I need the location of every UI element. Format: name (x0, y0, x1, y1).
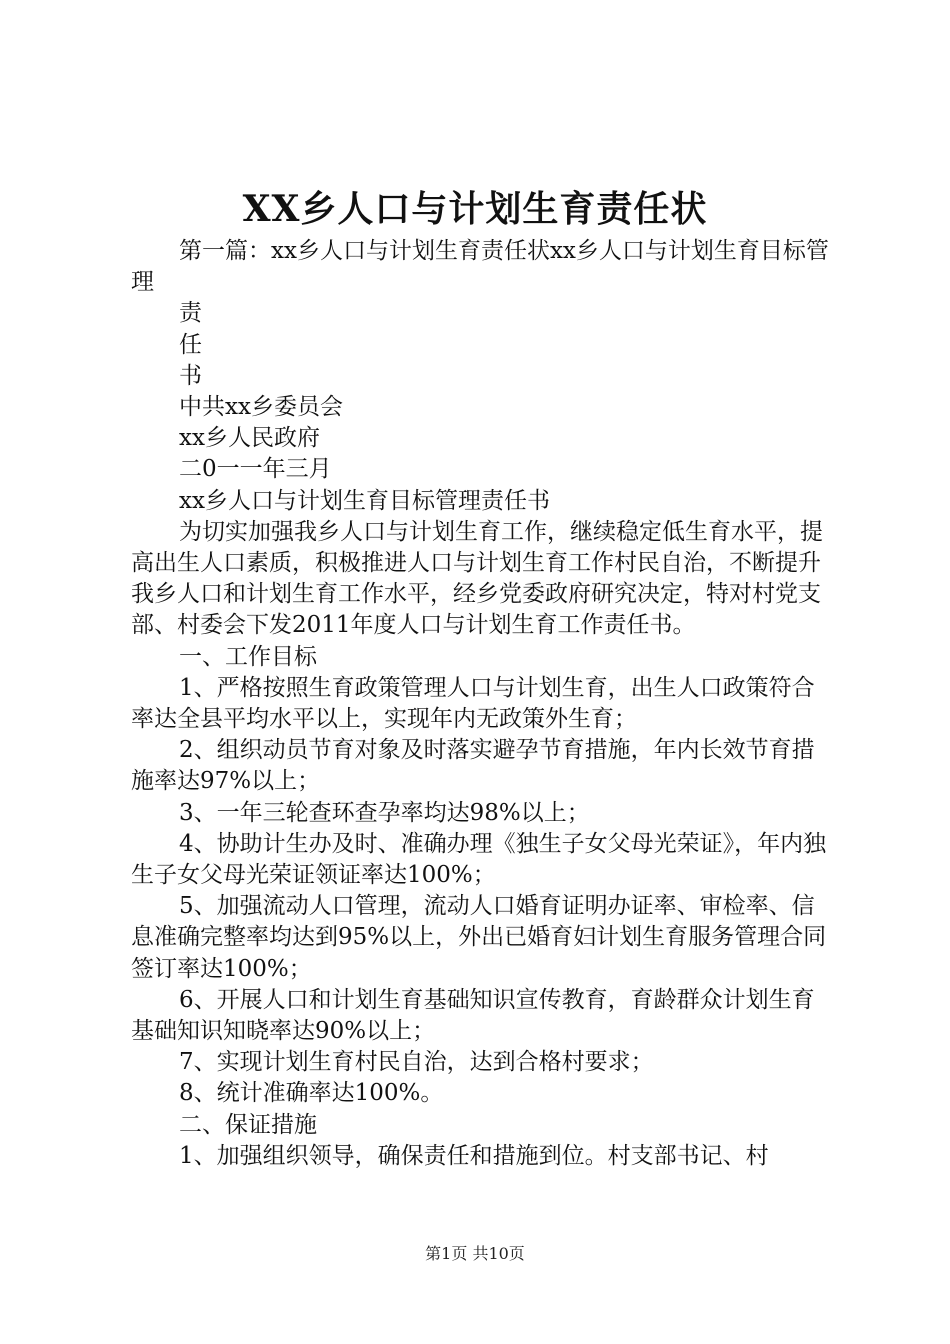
paragraph: 6、开展人口和计划生育基础知识宣传教育，育龄群众计划生育基础知识知晓率达90%以上； (131, 986, 815, 1045)
paragraph: 8、统计准确率达100%。 (179, 1080, 444, 1107)
paragraph: 责 (179, 300, 202, 327)
paragraph: 5、加强流动人口管理，流动人口婚育证明办证率、审检率、信息准确完整率均达到95%以上，外出已婚育妇计划生育服务管理合同签订率达100%； (131, 893, 827, 982)
paragraph: 书 (179, 362, 202, 389)
section-heading: 一、工作目标 (179, 643, 317, 670)
section-heading: 二、保证措施 (179, 1111, 317, 1138)
paragraph: xx乡人口与计划生育目标管理责任书 (179, 487, 550, 514)
paragraph: 4、协助计生办及时、准确办理《独生子女父母光荣证》，年内独生子女父母光荣证领证率达100%； (131, 830, 827, 889)
document-body (131, 236, 831, 1172)
paragraph: 第一篇：xx乡人口与计划生育责任状xx乡人口与计划生育目标管理 (131, 238, 829, 296)
paragraph: 2、组织动员节育对象及时落实避孕节育措施，年内长效节育措施率达97%以上； (131, 737, 815, 795)
page-number-footer: 第1页 共10页 (425, 1244, 525, 1263)
paragraph: 1、严格按照生育政策管理人口与计划生育，出生人口政策符合率达全县平均水平以上，实现年内无政策外生育； (131, 674, 815, 733)
paragraph: xx乡人民政府 (179, 425, 320, 452)
paragraph: 中共xx乡委员会 (179, 394, 343, 421)
paragraph: 1、加强组织领导，确保责任和措施到位。村支部书记、村 (179, 1142, 769, 1169)
paragraph: 7、实现计划生育村民自治，达到合格村要求； (179, 1049, 654, 1076)
paragraph: 为切实加强我乡人口与计划生育工作，继续稳定低生育水平，提高出生人口素质，积极推进人口与计划生育工作村民自治，不断提升我乡人口和计划生育工作水平，经乡党委政府研究决定，特对村党支部、村委会下发2011年度人口与计划生育工作责任书。 (131, 518, 823, 639)
paragraph: 任 (179, 331, 202, 358)
document-title: XX乡人口与计划生育责任状 (242, 188, 708, 230)
paragraph: 3、一年三轮查环查孕率均达98%以上； (179, 799, 590, 826)
paragraph: 二0一一年三月 (179, 456, 332, 483)
